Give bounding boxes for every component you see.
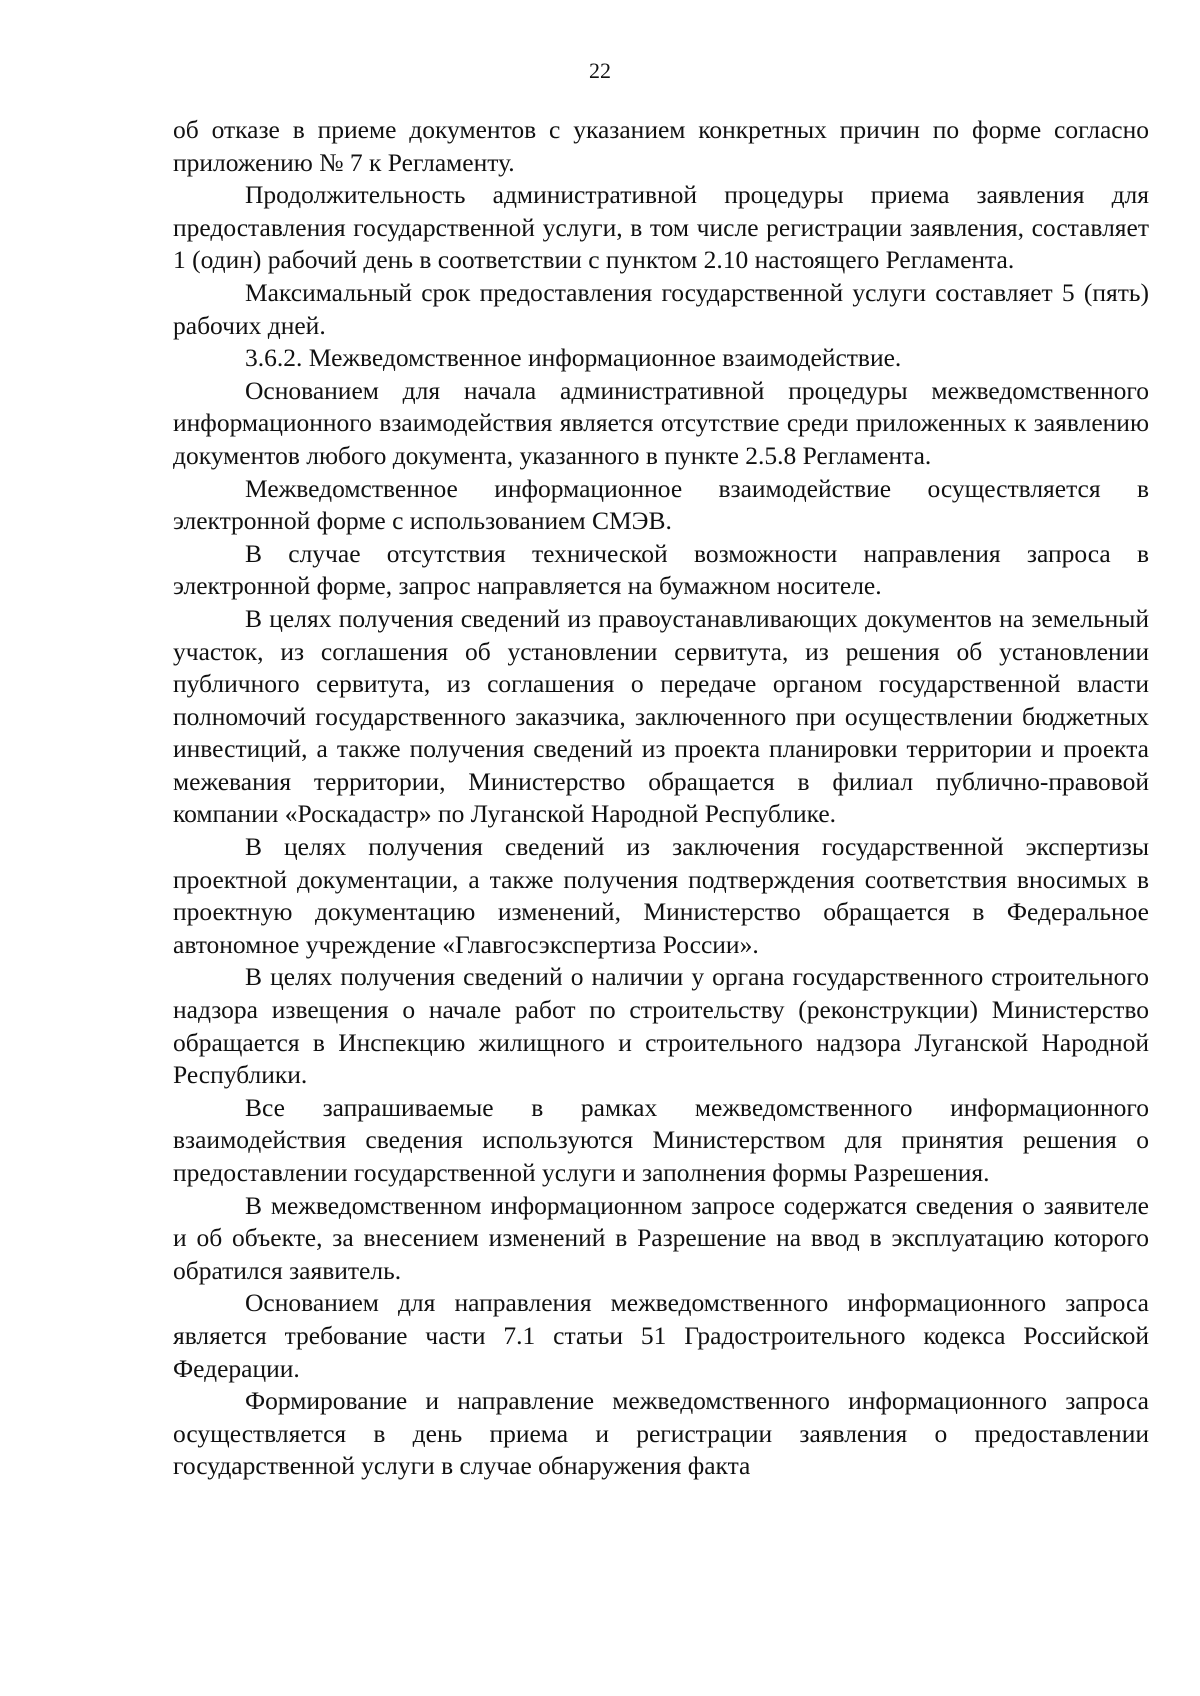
paragraph-formation: Формирование и направление межведомственного информационного запроса осуществляется в день приема и регистрации заявления о предоставлении государственной услуги в случае обнаружения факта: [173, 1386, 1149, 1481]
paragraph-legal-basis: Основанием для направления межведомственного информационного запроса является требование части 7.1 статьи 51 Градостроительного кодекса Российской Федерации.: [173, 1288, 1149, 1383]
paragraph-grounds: Основанием для начала административной процедуры межведомственного информационного взаимодействия является отсутствие среди приложенных к заявлению документов любого документа, указанного в пункте 2.5.8 Регламента.: [173, 375, 1149, 470]
paragraph-continuation: об отказе в приеме документов с указанием конкретных причин по форме согласно приложению № 7 к Регламенту.: [173, 115, 1149, 177]
paragraph-inspection: В целях получения сведений о наличии у органа государственного строительного надзора извещения о начале работ по строительству (реконструкции) Министерство обращается в Инспекцию жилищного и строительного надзора Луганской Народной Республики.: [173, 962, 1149, 1090]
paragraph-roskadastr: В целях получения сведений из правоустанавливающих документов на земельный участок, из соглашения об установлении сервитута, из решения об установлении публичного сервитута, из соглашения о передаче органом государственной власти полномочий государственного заказчика, заключенного при осуществлении бюджетных инвестиций, а также получения сведений из проекта планировки территории и проекта межевания территории, Министерство обращается в филиал публично-правовой компании «Роскадастр» по Луганской Народной Республике.: [173, 603, 1149, 829]
paragraph-usage: Все запрашиваемые в рамках межведомственного информационного взаимодействия сведения используются Министерством для принятия решения о предоставлении государственной услуги и заполнения формы Разрешения.: [173, 1092, 1149, 1187]
paragraph-paper-request: В случае отсутствия технической возможности направления запроса в электронной форме, запрос направляется на бумажном носителе.: [173, 538, 1149, 601]
paragraph-smev: Межведомственное информационное взаимодействие осуществляется в электронной форме с использованием СМЭВ.: [173, 473, 1149, 536]
section-heading-3-6-2: 3.6.2. Межведомственное информационное взаимодействие.: [245, 343, 902, 373]
paragraph-procedure-duration: Продолжительность административной процедуры приема заявления для предоставления государственной услуги, в том числе регистрации заявления, составляет 1 (один) рабочий день в соответствии с пунктом 2.10 настоящего Регламента.: [173, 180, 1149, 275]
paragraph-max-term: Максимальный срок предоставления государственной услуги составляет 5 (пять) рабочих дней.: [173, 277, 1149, 340]
paragraph-request-contents: В межведомственном информационном запросе содержатся сведения о заявителе и об объекте, за внесением изменений в Разрешение на ввод в эксплуатацию которого обратился заявитель.: [173, 1190, 1149, 1285]
page-number: 22: [589, 58, 611, 83]
paragraph-glavgosexpertiza: В целях получения сведений из заключения государственной экспертизы проектной документации, а также получения подтверждения соответствия вносимых в проектную документацию изменений, Министерство обращается в Федеральное автономное учреждение «Главгосэкспертиза России».: [173, 832, 1149, 959]
document-body: [173, 114, 1149, 1483]
